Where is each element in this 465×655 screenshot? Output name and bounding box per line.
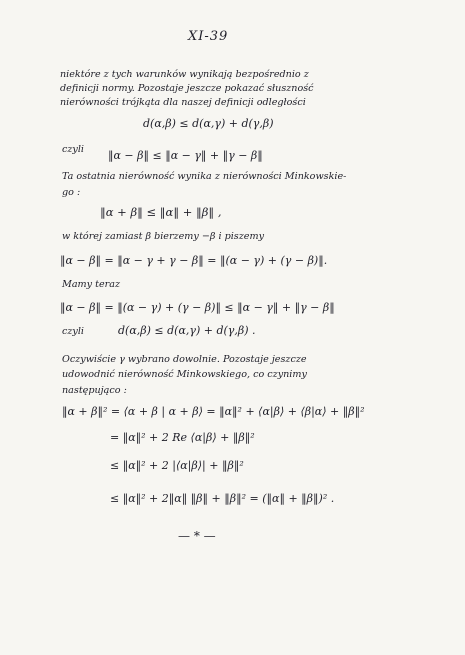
equation: ≤ ‖α‖² + 2‖α‖ ‖β‖ + ‖β‖² = (‖α‖ + ‖β‖)² .	[110, 492, 335, 505]
text-line: niektóre z tych warunków wynikają bezpośrednio z	[60, 69, 309, 80]
equation: ‖α − β‖ ≤ ‖α − γ‖ + ‖γ − β‖	[108, 149, 263, 162]
equation: ‖α − β‖ = ‖(α − γ) + (γ − β)‖ ≤ ‖α − γ‖ + ‖γ − β‖	[60, 301, 335, 314]
equation: ≤ ‖α‖² + 2 |⟨α|β⟩| + ‖β‖²	[110, 459, 244, 472]
text-line: Mamy teraz	[62, 279, 121, 290]
text-line: następująco :	[62, 385, 127, 396]
text-line: nierówności trójkąta dla naszej definicji odległości	[60, 97, 306, 108]
text-line: czyli	[62, 326, 84, 337]
equation: ‖α − β‖ = ‖α − γ + γ − β‖ = ‖(α − γ) + (γ − β)‖.	[60, 254, 328, 267]
equation: d(α,β) ≤ d(α,γ) + d(γ,β) .	[118, 324, 256, 337]
text-line: Oczywiście γ wybrano dowolnie. Pozostaje jeszcze	[62, 354, 307, 365]
equation: = ‖α‖² + 2 Re ⟨α|β⟩ + ‖β‖²	[110, 431, 255, 444]
text-line: czyli	[62, 144, 84, 155]
text-line: udowodnić nierówność Minkowskiego, co czynimy	[62, 369, 307, 380]
end-separator: — * —	[178, 529, 216, 543]
equation: d(α,β) ≤ d(α,γ) + d(γ,β)	[143, 117, 274, 130]
text-line: go :	[62, 187, 81, 198]
equation: ‖α + β‖ ≤ ‖α‖ + ‖β‖ ,	[100, 205, 222, 219]
equation: ‖α + β‖² = ⟨α + β | α + β⟩ = ‖α‖² + ⟨α|β⟩ + ⟨β|α⟩ + ‖β‖²	[62, 405, 365, 418]
text-line: Ta ostatnia nierówność wynika z nierówności Minkowskie-	[62, 171, 347, 182]
page-number: XI-39	[188, 29, 229, 44]
text-line: w której zamiast β bierzemy −β i piszemy	[62, 231, 264, 242]
text-line: definicji normy. Pozostaje jeszcze pokazać słuszność	[60, 83, 314, 94]
